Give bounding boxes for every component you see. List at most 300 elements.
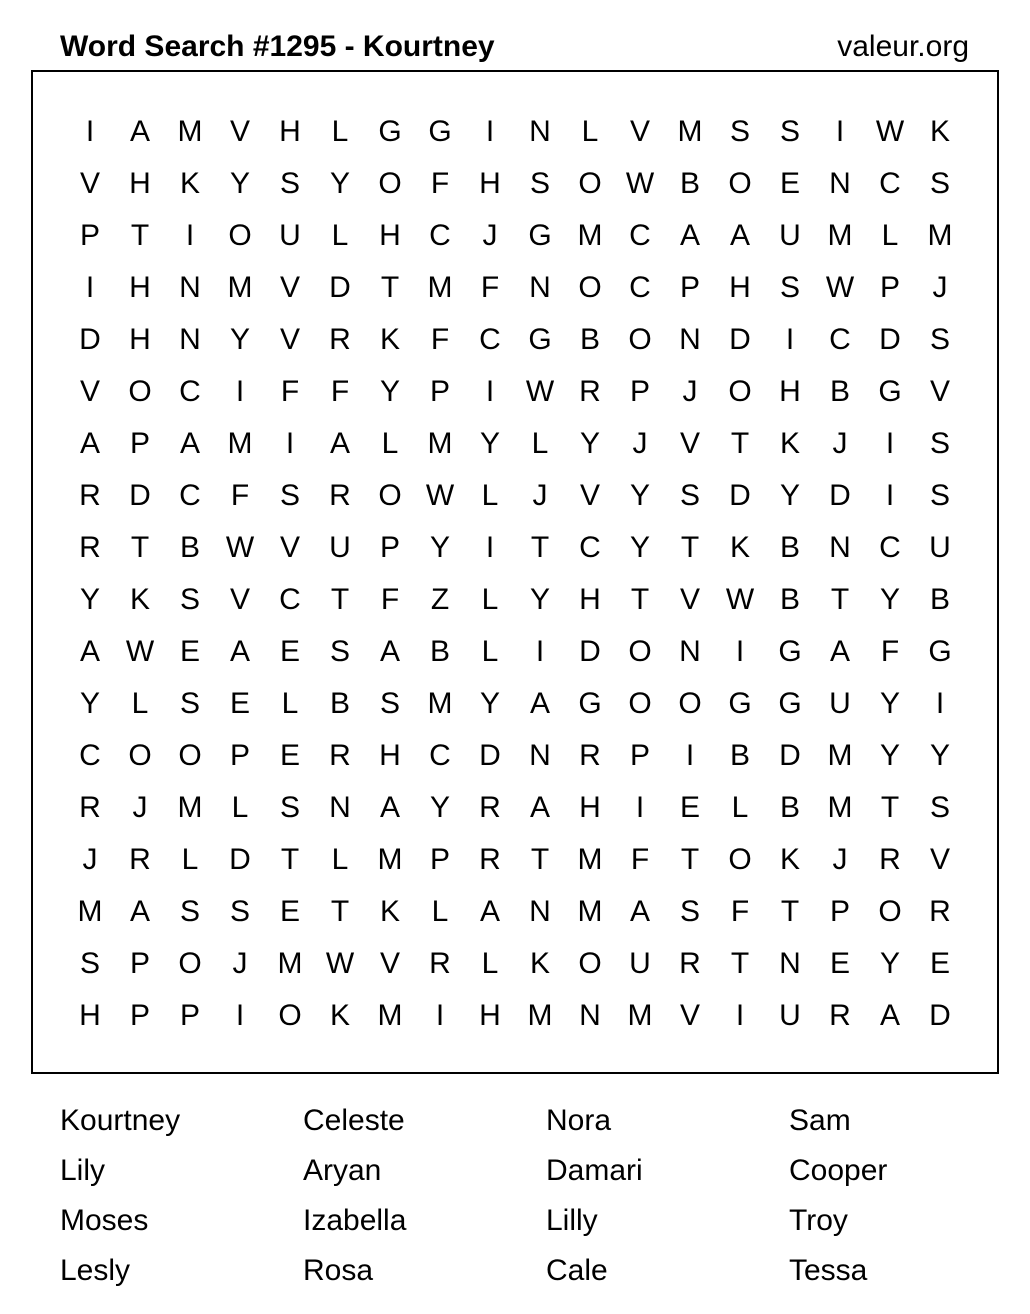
grid-letter[interactable]: K bbox=[329, 999, 350, 1032]
grid-letter[interactable]: P bbox=[829, 895, 850, 928]
grid-letter[interactable]: G bbox=[778, 635, 802, 668]
grid-letter[interactable]: S bbox=[79, 947, 100, 980]
grid-letter[interactable]: I bbox=[935, 687, 945, 720]
grid-letter[interactable]: L bbox=[531, 427, 549, 460]
grid-letter[interactable]: R bbox=[829, 999, 851, 1032]
grid-letter[interactable]: Y bbox=[229, 323, 250, 356]
grid-letter[interactable]: I bbox=[85, 115, 95, 148]
grid-letter[interactable]: C bbox=[879, 531, 901, 564]
grid-letter[interactable]: S bbox=[929, 427, 950, 460]
grid-letter[interactable]: V bbox=[229, 583, 250, 616]
grid-letter[interactable]: U bbox=[929, 531, 951, 564]
grid-letter[interactable]: I bbox=[735, 635, 745, 668]
grid-letter[interactable]: J bbox=[132, 791, 148, 824]
grid-letter[interactable]: C bbox=[179, 375, 201, 408]
grid-letter[interactable]: A bbox=[329, 427, 350, 460]
grid-letter[interactable]: T bbox=[530, 843, 550, 876]
grid-letter[interactable]: M bbox=[827, 739, 853, 772]
grid-letter[interactable]: R bbox=[929, 895, 951, 928]
grid-letter[interactable]: S bbox=[279, 791, 300, 824]
grid-letter[interactable]: O bbox=[578, 167, 602, 200]
grid-letter[interactable]: L bbox=[331, 115, 349, 148]
grid-letter[interactable]: M bbox=[627, 999, 653, 1032]
grid-letter[interactable]: T bbox=[330, 583, 350, 616]
grid-letter[interactable]: Y bbox=[429, 791, 450, 824]
grid-letter[interactable]: I bbox=[85, 271, 95, 304]
grid-letter[interactable]: G bbox=[378, 115, 402, 148]
grid-letter[interactable]: H bbox=[579, 791, 601, 824]
grid-letter[interactable]: M bbox=[377, 999, 403, 1032]
grid-letter[interactable]: A bbox=[379, 635, 400, 668]
grid-letter[interactable]: T bbox=[330, 895, 350, 928]
grid-letter[interactable]: F bbox=[330, 375, 350, 408]
grid-letter[interactable]: I bbox=[485, 531, 495, 564]
grid-letter[interactable]: C bbox=[479, 323, 501, 356]
grid-letter[interactable]: E bbox=[779, 167, 800, 200]
grid-letter[interactable]: O bbox=[628, 635, 652, 668]
grid-letter[interactable]: D bbox=[579, 635, 601, 668]
grid-letter[interactable]: E bbox=[929, 947, 950, 980]
grid-letter[interactable]: H bbox=[779, 375, 801, 408]
grid-letter[interactable]: P bbox=[879, 271, 900, 304]
grid-letter[interactable]: H bbox=[279, 115, 301, 148]
grid-letter[interactable]: I bbox=[835, 115, 845, 148]
grid-letter[interactable]: Y bbox=[79, 583, 100, 616]
grid-letter[interactable]: M bbox=[77, 895, 103, 928]
grid-letter[interactable]: S bbox=[729, 115, 750, 148]
grid-letter[interactable]: W bbox=[875, 115, 905, 148]
grid-letter[interactable]: L bbox=[181, 843, 199, 876]
grid-letter[interactable]: G bbox=[928, 635, 952, 668]
grid-letter[interactable]: S bbox=[929, 167, 950, 200]
grid-letter[interactable]: T bbox=[530, 531, 550, 564]
grid-letter[interactable]: A bbox=[379, 791, 400, 824]
grid-letter[interactable]: O bbox=[728, 375, 752, 408]
grid-letter[interactable]: F bbox=[730, 895, 750, 928]
grid-letter[interactable]: H bbox=[579, 583, 601, 616]
grid-letter[interactable]: L bbox=[131, 687, 149, 720]
grid-letter[interactable]: O bbox=[628, 687, 652, 720]
grid-letter[interactable]: A bbox=[529, 791, 550, 824]
grid-letter[interactable]: M bbox=[677, 115, 703, 148]
grid-letter[interactable]: I bbox=[185, 219, 195, 252]
grid-letter[interactable]: N bbox=[779, 947, 801, 980]
grid-letter[interactable]: R bbox=[679, 947, 701, 980]
grid-letter[interactable]: I bbox=[435, 999, 445, 1032]
grid-letter[interactable]: P bbox=[129, 427, 150, 460]
grid-letter[interactable]: B bbox=[329, 687, 350, 720]
grid-letter[interactable]: I bbox=[685, 739, 695, 772]
grid-letter[interactable]: P bbox=[79, 219, 100, 252]
grid-letter[interactable]: I bbox=[285, 427, 295, 460]
grid-letter[interactable]: N bbox=[529, 115, 551, 148]
grid-letter[interactable]: G bbox=[728, 687, 752, 720]
grid-letter[interactable]: A bbox=[179, 427, 200, 460]
grid-letter[interactable]: M bbox=[227, 271, 253, 304]
grid-letter[interactable]: M bbox=[177, 791, 203, 824]
grid-letter[interactable]: N bbox=[179, 323, 201, 356]
grid-letter[interactable]: D bbox=[779, 739, 801, 772]
grid-letter[interactable]: T bbox=[880, 791, 900, 824]
grid-letter[interactable]: T bbox=[680, 531, 700, 564]
grid-letter[interactable]: M bbox=[427, 427, 453, 460]
grid-letter[interactable]: T bbox=[780, 895, 800, 928]
grid-letter[interactable]: C bbox=[279, 583, 301, 616]
grid-letter[interactable]: L bbox=[431, 895, 449, 928]
grid-letter[interactable]: E bbox=[279, 739, 300, 772]
grid-letter[interactable]: R bbox=[329, 323, 351, 356]
grid-letter[interactable]: F bbox=[230, 479, 250, 512]
grid-letter[interactable]: T bbox=[680, 843, 700, 876]
grid-letter[interactable]: L bbox=[481, 947, 499, 980]
grid-letter[interactable]: G bbox=[878, 375, 902, 408]
grid-letter[interactable]: U bbox=[279, 219, 301, 252]
grid-letter[interactable]: B bbox=[779, 791, 800, 824]
grid-letter[interactable]: J bbox=[932, 271, 948, 304]
grid-letter[interactable]: O bbox=[178, 739, 202, 772]
grid-letter[interactable]: B bbox=[579, 323, 600, 356]
grid-letter[interactable]: M bbox=[577, 895, 603, 928]
grid-letter[interactable]: M bbox=[577, 219, 603, 252]
grid-letter[interactable]: O bbox=[728, 167, 752, 200]
grid-letter[interactable]: D bbox=[329, 271, 351, 304]
grid-letter[interactable]: M bbox=[177, 115, 203, 148]
grid-letter[interactable]: I bbox=[885, 427, 895, 460]
grid-letter[interactable]: A bbox=[129, 895, 150, 928]
grid-letter[interactable]: V bbox=[679, 999, 700, 1032]
grid-letter[interactable]: C bbox=[79, 739, 101, 772]
grid-letter[interactable]: D bbox=[79, 323, 101, 356]
grid-letter[interactable]: L bbox=[331, 843, 349, 876]
grid-letter[interactable]: B bbox=[779, 583, 800, 616]
grid-letter[interactable]: H bbox=[479, 167, 501, 200]
grid-letter[interactable]: D bbox=[479, 739, 501, 772]
grid-letter[interactable]: L bbox=[281, 687, 299, 720]
grid-letter[interactable]: A bbox=[79, 635, 100, 668]
grid-letter[interactable]: O bbox=[628, 323, 652, 356]
grid-letter[interactable]: R bbox=[579, 739, 601, 772]
grid-letter[interactable]: J bbox=[532, 479, 548, 512]
grid-letter[interactable]: T bbox=[830, 583, 850, 616]
grid-letter[interactable]: K bbox=[379, 895, 400, 928]
grid-letter[interactable]: D bbox=[729, 323, 751, 356]
grid-letter[interactable]: E bbox=[279, 895, 300, 928]
grid-letter[interactable]: S bbox=[279, 479, 300, 512]
grid-letter[interactable]: N bbox=[829, 167, 851, 200]
grid-letter[interactable]: V bbox=[679, 583, 700, 616]
grid-letter[interactable]: U bbox=[779, 219, 801, 252]
grid-letter[interactable]: S bbox=[179, 687, 200, 720]
grid-letter[interactable]: K bbox=[929, 115, 950, 148]
grid-letter[interactable]: A bbox=[629, 895, 650, 928]
grid-letter[interactable]: P bbox=[179, 999, 200, 1032]
grid-letter[interactable]: S bbox=[229, 895, 250, 928]
grid-letter[interactable]: K bbox=[129, 583, 150, 616]
grid-letter[interactable]: M bbox=[227, 427, 253, 460]
grid-letter[interactable]: V bbox=[79, 375, 100, 408]
grid-letter[interactable]: V bbox=[279, 531, 300, 564]
grid-letter[interactable]: F bbox=[430, 323, 450, 356]
grid-letter[interactable]: J bbox=[232, 947, 248, 980]
grid-letter[interactable]: T bbox=[130, 531, 150, 564]
grid-letter[interactable]: Y bbox=[79, 687, 100, 720]
grid-letter[interactable]: V bbox=[279, 323, 300, 356]
grid-letter[interactable]: N bbox=[829, 531, 851, 564]
grid-letter[interactable]: O bbox=[578, 947, 602, 980]
grid-letter[interactable]: P bbox=[629, 739, 650, 772]
grid-letter[interactable]: M bbox=[827, 219, 853, 252]
grid-letter[interactable]: M bbox=[927, 219, 953, 252]
grid-letter[interactable]: J bbox=[82, 843, 98, 876]
grid-letter[interactable]: W bbox=[525, 375, 555, 408]
grid-letter[interactable]: B bbox=[779, 531, 800, 564]
grid-letter[interactable]: I bbox=[885, 479, 895, 512]
grid-letter[interactable]: L bbox=[581, 115, 599, 148]
grid-letter[interactable]: N bbox=[529, 739, 551, 772]
grid-letter[interactable]: O bbox=[578, 271, 602, 304]
grid-letter[interactable]: E bbox=[179, 635, 200, 668]
grid-letter[interactable]: L bbox=[331, 219, 349, 252]
grid-letter[interactable]: F bbox=[630, 843, 650, 876]
grid-letter[interactable]: Y bbox=[429, 531, 450, 564]
grid-letter[interactable]: I bbox=[485, 375, 495, 408]
grid-letter[interactable]: R bbox=[579, 375, 601, 408]
grid-letter[interactable]: I bbox=[235, 375, 245, 408]
grid-letter[interactable]: V bbox=[929, 843, 950, 876]
grid-letter[interactable]: D bbox=[129, 479, 151, 512]
grid-letter[interactable]: S bbox=[779, 271, 800, 304]
grid-letter[interactable]: J bbox=[682, 375, 698, 408]
grid-letter[interactable]: J bbox=[832, 427, 848, 460]
grid-letter[interactable]: Y bbox=[479, 687, 500, 720]
grid-letter[interactable]: H bbox=[379, 219, 401, 252]
grid-letter[interactable]: O bbox=[678, 687, 702, 720]
grid-letter[interactable]: N bbox=[579, 999, 601, 1032]
grid-letter[interactable]: F bbox=[430, 167, 450, 200]
grid-letter[interactable]: R bbox=[79, 479, 101, 512]
grid-letter[interactable]: S bbox=[179, 895, 200, 928]
grid-letter[interactable]: D bbox=[929, 999, 951, 1032]
grid-letter[interactable]: K bbox=[729, 531, 750, 564]
grid-letter[interactable]: P bbox=[379, 531, 400, 564]
grid-letter[interactable]: P bbox=[129, 947, 150, 980]
grid-letter[interactable]: G bbox=[528, 219, 552, 252]
grid-letter[interactable]: L bbox=[481, 635, 499, 668]
grid-letter[interactable]: H bbox=[129, 167, 151, 200]
grid-letter[interactable]: C bbox=[579, 531, 601, 564]
grid-letter[interactable]: I bbox=[735, 999, 745, 1032]
grid-letter[interactable]: H bbox=[79, 999, 101, 1032]
grid-letter[interactable]: P bbox=[429, 843, 450, 876]
grid-letter[interactable]: J bbox=[482, 219, 498, 252]
grid-letter[interactable]: W bbox=[225, 531, 255, 564]
grid-letter[interactable]: K bbox=[379, 323, 400, 356]
grid-letter[interactable]: G bbox=[778, 687, 802, 720]
grid-letter[interactable]: B bbox=[929, 583, 950, 616]
grid-letter[interactable]: C bbox=[429, 219, 451, 252]
grid-letter[interactable]: N bbox=[329, 791, 351, 824]
grid-letter[interactable]: Y bbox=[929, 739, 950, 772]
grid-letter[interactable]: E bbox=[829, 947, 850, 980]
grid-letter[interactable]: U bbox=[829, 687, 851, 720]
grid-letter[interactable]: V bbox=[579, 479, 600, 512]
grid-letter[interactable]: O bbox=[278, 999, 302, 1032]
grid-letter[interactable]: P bbox=[129, 999, 150, 1032]
grid-letter[interactable]: J bbox=[632, 427, 648, 460]
grid-letter[interactable]: O bbox=[378, 167, 402, 200]
grid-letter[interactable]: W bbox=[325, 947, 355, 980]
grid-letter[interactable]: K bbox=[779, 843, 800, 876]
grid-letter[interactable]: V bbox=[379, 947, 400, 980]
grid-letter[interactable]: U bbox=[629, 947, 651, 980]
grid-letter[interactable]: I bbox=[235, 999, 245, 1032]
grid-letter[interactable]: I bbox=[635, 791, 645, 824]
grid-letter[interactable]: R bbox=[879, 843, 901, 876]
grid-letter[interactable]: H bbox=[129, 271, 151, 304]
grid-letter[interactable]: O bbox=[128, 375, 152, 408]
grid-letter[interactable]: W bbox=[425, 479, 455, 512]
grid-letter[interactable]: T bbox=[280, 843, 300, 876]
grid-letter[interactable]: N bbox=[529, 271, 551, 304]
grid-letter[interactable]: N bbox=[529, 895, 551, 928]
grid-letter[interactable]: W bbox=[125, 635, 155, 668]
grid-letter[interactable]: E bbox=[229, 687, 250, 720]
grid-letter[interactable]: S bbox=[379, 687, 400, 720]
grid-letter[interactable]: T bbox=[730, 947, 750, 980]
grid-letter[interactable]: F bbox=[880, 635, 900, 668]
grid-letter[interactable]: V bbox=[929, 375, 950, 408]
grid-letter[interactable]: H bbox=[479, 999, 501, 1032]
grid-letter[interactable]: A bbox=[229, 635, 250, 668]
grid-letter[interactable]: N bbox=[179, 271, 201, 304]
grid-letter[interactable]: P bbox=[429, 375, 450, 408]
grid-letter[interactable]: S bbox=[679, 479, 700, 512]
grid-letter[interactable]: P bbox=[229, 739, 250, 772]
grid-letter[interactable]: D bbox=[229, 843, 251, 876]
grid-letter[interactable]: Y bbox=[529, 583, 550, 616]
grid-letter[interactable]: R bbox=[129, 843, 151, 876]
grid-letter[interactable]: A bbox=[829, 635, 850, 668]
grid-letter[interactable]: P bbox=[679, 271, 700, 304]
grid-letter[interactable]: D bbox=[829, 479, 851, 512]
grid-letter[interactable]: R bbox=[479, 843, 501, 876]
grid-letter[interactable]: W bbox=[625, 167, 655, 200]
grid-letter[interactable]: T bbox=[130, 219, 150, 252]
grid-letter[interactable]: A bbox=[79, 427, 100, 460]
grid-letter[interactable]: R bbox=[79, 531, 101, 564]
grid-letter[interactable]: F bbox=[380, 583, 400, 616]
grid-letter[interactable]: M bbox=[427, 271, 453, 304]
grid-letter[interactable]: Y bbox=[479, 427, 500, 460]
grid-letter[interactable]: D bbox=[879, 323, 901, 356]
grid-letter[interactable]: W bbox=[725, 583, 755, 616]
grid-letter[interactable]: A bbox=[879, 999, 900, 1032]
grid-letter[interactable]: G bbox=[428, 115, 452, 148]
grid-letter[interactable]: C bbox=[879, 167, 901, 200]
grid-letter[interactable]: O bbox=[128, 739, 152, 772]
grid-letter[interactable]: Y bbox=[879, 947, 900, 980]
grid-letter[interactable]: A bbox=[529, 687, 550, 720]
grid-letter[interactable]: R bbox=[329, 739, 351, 772]
grid-letter[interactable]: L bbox=[731, 791, 749, 824]
grid-letter[interactable]: N bbox=[679, 323, 701, 356]
grid-letter[interactable]: D bbox=[729, 479, 751, 512]
grid-letter[interactable]: S bbox=[279, 167, 300, 200]
grid-letter[interactable]: K bbox=[779, 427, 800, 460]
grid-letter[interactable]: V bbox=[79, 167, 100, 200]
grid-letter[interactable]: U bbox=[329, 531, 351, 564]
grid-letter[interactable]: B bbox=[679, 167, 700, 200]
grid-letter[interactable]: H bbox=[379, 739, 401, 772]
grid-letter[interactable]: K bbox=[529, 947, 550, 980]
grid-letter[interactable]: G bbox=[528, 323, 552, 356]
grid-letter[interactable]: C bbox=[429, 739, 451, 772]
grid-letter[interactable]: F bbox=[480, 271, 500, 304]
grid-letter[interactable]: R bbox=[79, 791, 101, 824]
grid-letter[interactable]: W bbox=[825, 271, 855, 304]
grid-letter[interactable]: L bbox=[231, 791, 249, 824]
grid-letter[interactable]: A bbox=[129, 115, 150, 148]
grid-letter[interactable]: C bbox=[179, 479, 201, 512]
grid-letter[interactable]: A bbox=[479, 895, 500, 928]
grid-letter[interactable]: M bbox=[427, 687, 453, 720]
grid-letter[interactable]: R bbox=[479, 791, 501, 824]
grid-letter[interactable]: Y bbox=[879, 687, 900, 720]
grid-letter[interactable]: H bbox=[129, 323, 151, 356]
grid-letter[interactable]: Y bbox=[779, 479, 800, 512]
grid-letter[interactable]: T bbox=[730, 427, 750, 460]
grid-letter[interactable]: S bbox=[929, 791, 950, 824]
grid-letter[interactable]: I bbox=[535, 635, 545, 668]
grid-letter[interactable]: V bbox=[229, 115, 250, 148]
grid-letter[interactable]: I bbox=[785, 323, 795, 356]
grid-letter[interactable]: B bbox=[729, 739, 750, 772]
grid-letter[interactable]: L bbox=[381, 427, 399, 460]
grid-letter[interactable]: M bbox=[377, 843, 403, 876]
grid-letter[interactable]: I bbox=[485, 115, 495, 148]
grid-letter[interactable]: N bbox=[679, 635, 701, 668]
grid-letter[interactable]: T bbox=[630, 583, 650, 616]
grid-letter[interactable]: C bbox=[629, 271, 651, 304]
grid-letter[interactable]: B bbox=[829, 375, 850, 408]
grid-letter[interactable]: U bbox=[779, 999, 801, 1032]
grid-letter[interactable]: J bbox=[832, 843, 848, 876]
grid-letter[interactable]: Y bbox=[379, 375, 400, 408]
grid-letter[interactable]: O bbox=[178, 947, 202, 980]
grid-letter[interactable]: R bbox=[429, 947, 451, 980]
grid-letter[interactable]: S bbox=[929, 479, 950, 512]
grid-letter[interactable]: P bbox=[629, 375, 650, 408]
grid-letter[interactable]: M bbox=[577, 843, 603, 876]
grid-letter[interactable]: V bbox=[679, 427, 700, 460]
grid-letter[interactable]: Y bbox=[879, 739, 900, 772]
grid-letter[interactable]: L bbox=[481, 479, 499, 512]
grid-letter[interactable]: O bbox=[878, 895, 902, 928]
grid-letter[interactable]: A bbox=[729, 219, 750, 252]
grid-letter[interactable]: O bbox=[378, 479, 402, 512]
grid-letter[interactable]: M bbox=[277, 947, 303, 980]
grid-letter[interactable]: M bbox=[827, 791, 853, 824]
grid-letter[interactable]: M bbox=[527, 999, 553, 1032]
grid-letter[interactable]: Z bbox=[430, 583, 450, 616]
grid-letter[interactable]: Y bbox=[329, 167, 350, 200]
grid-letter[interactable]: E bbox=[279, 635, 300, 668]
grid-letter[interactable]: G bbox=[578, 687, 602, 720]
grid-letter[interactable]: Y bbox=[229, 167, 250, 200]
grid-letter[interactable]: Y bbox=[629, 531, 650, 564]
grid-letter[interactable]: R bbox=[329, 479, 351, 512]
grid-letter[interactable]: B bbox=[429, 635, 450, 668]
